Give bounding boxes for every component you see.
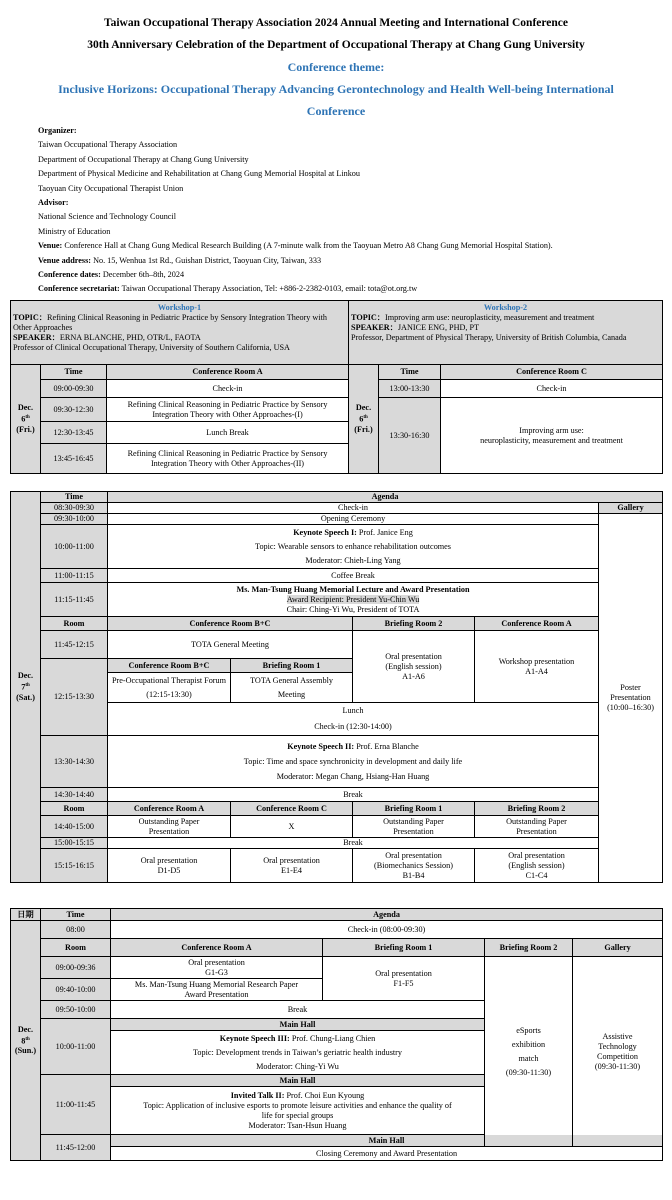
oral-g-cell: Oral presentation G1-G3 [111, 957, 323, 979]
page-header [0, 0, 672, 122]
gallery-header: Gallery [573, 939, 663, 957]
speaker-label: SPEAKER： [351, 323, 398, 332]
room-a-header: Conference Room A [111, 939, 323, 957]
session-cell: Check-in [107, 380, 349, 398]
tota-assembly-cell: TOTA General Assembly Meeting [231, 673, 353, 703]
time-cell: 09:30-12:30 [41, 398, 107, 422]
day1-date-cell: Dec. 6th (Fri.) [11, 365, 41, 474]
coffee-break-cell: Coffee Break [108, 569, 599, 583]
sub-room-bc-header: Conference Room B+C [108, 659, 231, 673]
briefing-2-header: Briefing Room 2 [485, 939, 573, 957]
date-header: 日期 [11, 909, 41, 921]
topic-label: TOPIC： [351, 313, 385, 322]
address-label: Venue address: [38, 255, 92, 265]
dates-text: December 6th–8th, 2024 [102, 270, 185, 280]
time-cell: 13:00-13:30 [379, 380, 441, 398]
workshop-2-affiliation: Professor, Department of Physical Therapy, University of British Columbia, Canada [351, 333, 627, 342]
outstanding-paper-cell: Outstanding Paper Presentation [353, 816, 475, 838]
time-cell: 10:00-11:00 [41, 525, 108, 569]
day2-schedule-table [10, 491, 663, 883]
workshop-2-title: Workshop-2 [483, 303, 528, 312]
opening-ceremony-cell: Opening Ceremony [108, 514, 599, 525]
time-cell: 09:30-10:00 [41, 514, 108, 525]
time-cell: 15:00-15:15 [41, 838, 108, 849]
anniversary-title: 30th Anniversary Celebration of the Department of Occupational Therapy at Chang Gung University [87, 39, 585, 51]
oral-f-cell: Oral presentation F1-F5 [323, 957, 485, 1001]
time-header: Time [41, 909, 111, 921]
outstanding-paper-cell: Outstanding Paper Presentation [475, 816, 599, 838]
memorial-lecture-cell: Ms. Man-Tsung Huang Memorial Lecture and Award Presentation Award Recipient: President Yu-Chin Wu Chair: Ching-Yi Wu, President of TOTA [108, 583, 599, 617]
main-hall-header: Main Hall [111, 1135, 663, 1147]
conference-info [38, 124, 658, 297]
closing-ceremony-cell: Closing Ceremony and Award Presentation [111, 1147, 663, 1161]
address-text: No. 15, Wenhua 1st Rd., Guishan District, Taoyuan City, Taiwan, 333 [93, 255, 322, 265]
invited-talk-2-cell: Invited Talk II: Prof. Choi Eun Kyoung Topic: Application of inclusive esports to promote leisure activities and enhance the quality of life for special groups Moderator: Tsan-Hsun Huang [111, 1087, 485, 1135]
time-cell: 11:45-12:15 [41, 631, 108, 659]
day1-schedule-table [10, 300, 663, 474]
session-cell: Refining Clinical Reasoning in Pediatric Practice by Sensory Integration Theory with Other Approaches-(II) [107, 444, 349, 474]
workshop-1-title: Workshop-1 [157, 303, 202, 312]
room-a-header: Conference Room A [107, 365, 349, 380]
poster-presentation-cell: Poster Presentation (10:00–16:30) [599, 514, 663, 883]
pre-ot-forum-cell: Pre-Occupational Therapist Forum (12:15-13:30) [108, 673, 231, 703]
time-header: Time [379, 365, 441, 380]
advisor-item: National Science and Technology Council [38, 212, 176, 222]
keynote-3-cell: Keynote Speech III: Prof. Chung-Liang Chien Topic: Development trends in Taiwan’s geriatric health industry Moderator: Ching-Yi Wu [111, 1031, 485, 1075]
time-cell: 11:00-11:45 [41, 1075, 111, 1135]
time-cell: 13:30-16:30 [379, 398, 441, 474]
break-cell: Break [108, 838, 599, 849]
briefing-1-header: Briefing Room 1 [323, 939, 485, 957]
briefing-2-header: Briefing Room 2 [475, 802, 599, 816]
assistive-tech-cell: Assistive Technology Competition (09:30-11:30) [573, 957, 663, 1147]
briefing-2-header: Briefing Room 2 [353, 617, 475, 631]
memorial-paper-cell: Ms. Man-Tsung Huang Memorial Research Paper Award Presentation [111, 979, 323, 1001]
time-cell: 09:00-09:30 [41, 380, 107, 398]
conference-title: Taiwan Occupational Therapy Association 2024 Annual Meeting and International Conference [104, 17, 568, 29]
outstanding-paper-cell: Outstanding Paper Presentation [108, 816, 231, 838]
oral-d-cell: Oral presentation D1-D5 [108, 849, 231, 883]
time-cell: 08:00 [41, 921, 111, 939]
speaker-label: SPEAKER： [13, 333, 60, 342]
session-cell: Refining Clinical Reasoning in Pediatric Practice by Sensory Integration Theory with Other Approaches-(I) [107, 398, 349, 422]
time-cell: 13:30-14:30 [41, 736, 108, 788]
session-cell: Improving arm use: neuroplasticity, measurement and treatment [441, 398, 663, 474]
workshop-presentation-cell: Workshop presentation A1-A4 [475, 631, 599, 703]
briefing-1-header: Briefing Room 1 [353, 802, 475, 816]
time-cell: 09:50-10:00 [41, 1001, 111, 1019]
time-cell: 11:45-12:00 [41, 1135, 111, 1161]
oral-english-cell: Oral presentation (English session) A1-A6 [353, 631, 475, 703]
room-header: Room [41, 802, 108, 816]
dates-label: Conference dates: [38, 270, 101, 280]
agenda-header: Agenda [108, 492, 663, 503]
organizer-label: Organizer: [38, 126, 77, 135]
advisor-item: Ministry of Education [38, 226, 111, 236]
day3-date-cell: Dec. 8th (Sun.) [11, 921, 41, 1161]
secretariat-text: Taiwan Occupational Therapy Association, Tel: +886-2-2382-0103, email: tota@ot.org.tw [121, 284, 418, 294]
venue-label: Venue: [38, 241, 63, 251]
room-a-header: Conference Room A [108, 802, 231, 816]
workshop-1-topic: Refining Clinical Reasoning in Pediatric Practice by Sensory Integration Theory with Other Approaches [13, 313, 327, 332]
lunch-cell: Lunch Check-in (12:30-14:00) [108, 703, 599, 736]
theme-label: Conference theme: [287, 60, 385, 74]
room-bc-header: Conference Room B+C [108, 617, 353, 631]
advisor-label: Advisor: [38, 198, 69, 208]
keynote-1-cell: Keynote Speech I: Prof. Janice Eng Topic: Wearable sensors to enhance rehabilitation outcomes Moderator: Chieh-Ling Yang [108, 525, 599, 569]
secretariat-label: Conference secretariat: [38, 284, 120, 294]
tota-meeting-cell: TOTA General Meeting [108, 631, 353, 659]
time-cell: 11:00-11:15 [41, 569, 108, 583]
keynote-2-cell: Keynote Speech II: Prof. Erna Blanche Topic: Time and space synchronicity in development and daily life Moderator: Megan Chang, Hsiang-Han Huang [108, 736, 599, 788]
venue-text: Conference Hall at Chang Gung Medical Research Building (A 7-minute walk from the Taoyuan Metro A8 Chang Gung Memorial Hospital Station). [64, 241, 553, 251]
esports-cell: eSports exhibition match (09:30-11:30) [485, 957, 573, 1147]
time-cell: 09:40-10:00 [41, 979, 111, 1001]
day2-date-cell: Dec. 7th (Sat.) [11, 492, 41, 883]
sub-briefing-1-header: Briefing Room 1 [231, 659, 353, 673]
time-cell: 10:00-11:00 [41, 1019, 111, 1075]
room-c-header: Conference Room C [441, 365, 663, 380]
theme-line-1: Inclusive Horizons: Occupational Therapy Advancing Gerontechnology and Health Well-being International [58, 82, 614, 96]
day1-date-cell-b: Dec. 6th (Fri.) [349, 365, 379, 474]
workshop-2-panel [349, 301, 663, 365]
organizer-item: Department of Physical Medicine and Rehabilitation at Chang Gung Memorial Hospital at Linkou [38, 169, 360, 179]
day3-schedule-table [10, 908, 663, 1161]
oral-e-cell: Oral presentation E1-E4 [231, 849, 353, 883]
workshop-2-topic: Improving arm use: neuroplasticity, measurement and treatment [385, 313, 595, 322]
main-hall-header: Main Hall [111, 1019, 485, 1031]
topic-label: TOPIC： [13, 313, 47, 322]
time-cell: 11:15-11:45 [41, 583, 108, 617]
workshop-1-panel [11, 301, 349, 365]
organizer-item: Department of Occupational Therapy at Chang Gung University [38, 154, 249, 164]
break-cell: Break [108, 788, 599, 802]
workshop-1-speaker: ERNA BLANCHE, PHD, OTR/L, FAOTA [59, 333, 201, 342]
time-cell: 15:15-16:15 [41, 849, 108, 883]
empty-slot-cell: X [231, 816, 353, 838]
gallery-header: Gallery [599, 503, 663, 514]
time-header: Time [41, 365, 107, 380]
break-cell: Break [111, 1001, 485, 1019]
time-cell: 09:00-09:36 [41, 957, 111, 979]
organizer-item: Taiwan Occupational Therapy Association [38, 140, 178, 150]
agenda-header: Agenda [111, 909, 663, 921]
room-header: Room [41, 617, 108, 631]
time-cell: 12:15-13:30 [41, 659, 108, 736]
session-cell: Check-in [441, 380, 663, 398]
room-a-header: Conference Room A [475, 617, 599, 631]
workshop-2-speaker: JANICE ENG, PHD, PT [397, 323, 480, 332]
checkin-cell: Check-in (08:00-09:30) [111, 921, 663, 939]
main-hall-header: Main Hall [111, 1075, 485, 1087]
workshop-1-affiliation: Professor of Clinical Occupational Therapy, University of Southern California, USA [13, 343, 290, 352]
time-cell: 12:30-13:45 [41, 422, 107, 444]
room-c-header: Conference Room C [231, 802, 353, 816]
time-cell: 13:45-16:45 [41, 444, 107, 474]
theme-line-2: Conference [306, 104, 366, 118]
oral-c-cell: Oral presentation (English session) C1-C4 [475, 849, 599, 883]
time-cell: 14:30-14:40 [41, 788, 108, 802]
organizer-item: Taoyuan City Occupational Therapist Union [38, 183, 184, 193]
oral-b-cell: Oral presentation (Biomechanics Session) B1-B4 [353, 849, 475, 883]
room-header: Room [41, 939, 111, 957]
time-cell: 08:30-09:30 [41, 503, 108, 514]
session-cell: Lunch Break [107, 422, 349, 444]
time-cell: 14:40-15:00 [41, 816, 108, 838]
checkin-cell: Check-in [108, 503, 599, 514]
time-header: Time [41, 492, 108, 503]
